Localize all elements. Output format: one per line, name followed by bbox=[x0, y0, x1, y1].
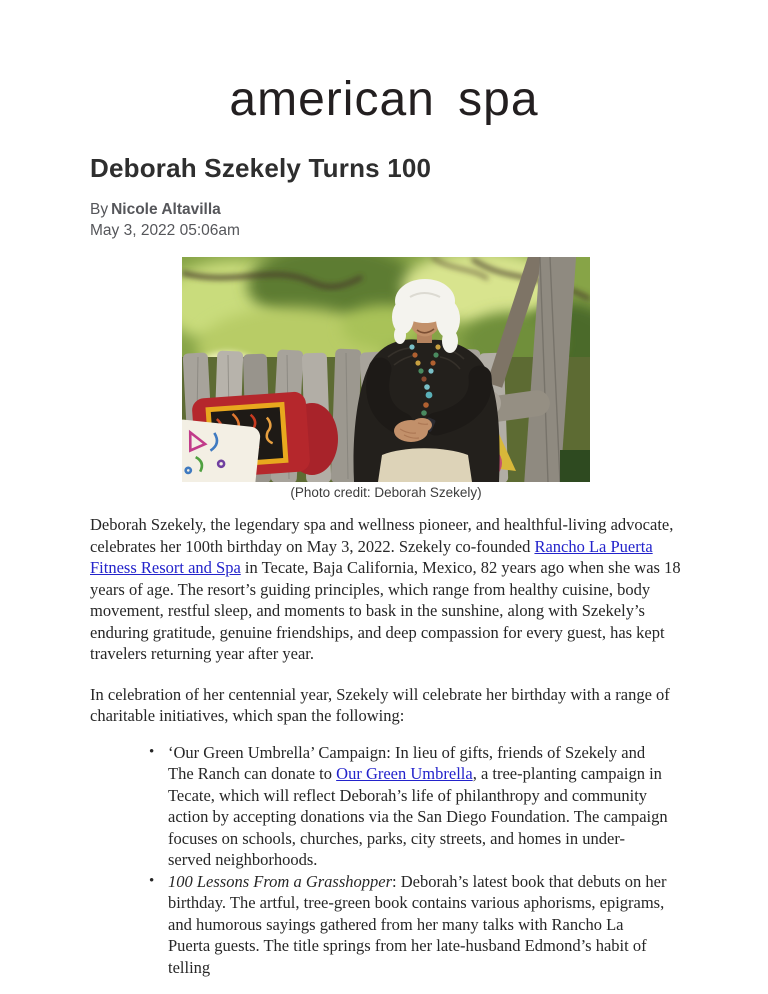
inline-link[interactable]: Our Green Umbrella bbox=[336, 764, 473, 784]
photo-caption: (Photo credit: Deborah Szekely) bbox=[290, 485, 482, 501]
article-photo-illustration bbox=[182, 257, 590, 482]
italic-title: 100 Lessons From a Grasshopper bbox=[168, 871, 392, 891]
publish-date: May 3, 2022 05:06am bbox=[90, 222, 240, 240]
body-text: in Tecate, Baja California, Mexico, 82 years ago when she was 18 years of age. The resort’s guiding principles, which range from healthy cuisine, body movement, restful sleep, and moments to bask in the sunshine, along with Szekely’s enduring gratitude, genuine friendships, and deep compassion for every guest, has kept travelers returning year after year. bbox=[90, 558, 681, 664]
body-text: , a tree-planting campaign in Tecate, which will reflect Deborah’s life of philanthropy and community action by accepting donations via the San Diego Foundation. The campaign focuses on schools, churches, parks, city streets, and homes in under-served neighborhoods. bbox=[168, 764, 668, 870]
paragraph-intro bbox=[90, 514, 682, 665]
body-text: Deborah Szekely, the legendary spa and wellness pioneer, and healthful-living advocate, celebrates her 100th birthday on May 3, 2022. Szekely co-founded bbox=[90, 515, 674, 556]
byline bbox=[90, 201, 682, 219]
byline-prefix: By bbox=[90, 201, 109, 219]
article-content bbox=[90, 154, 682, 979]
body-text: In celebration of her centennial year, Szekely will celebrate her birthday with a range of charitable initiatives, which span the following: bbox=[90, 684, 670, 726]
article-body bbox=[90, 514, 682, 978]
paragraph-celebration bbox=[90, 684, 682, 727]
article-figure bbox=[182, 257, 590, 500]
initiatives-list bbox=[90, 742, 682, 979]
list-item-book bbox=[168, 871, 668, 979]
inline-link[interactable]: Rancho La Puerta Fitness Resort and Spa bbox=[90, 536, 653, 578]
body-text: ‘Our Green Umbrella’ Campaign: In lieu of gifts, friends of Szekely and The Ranch can donate to bbox=[168, 742, 646, 784]
publication-logo: american spa bbox=[229, 73, 539, 126]
author-name: Nicole Altavilla bbox=[111, 201, 221, 219]
body-text: : Deborah’s latest book that debuts on her birthday. The artful, tree-green book contains various aphorisms, epigrams, and humorous sayings gathered from her many talks with Rancho La Puerta guests. The title springs from her late-husband Edmond’s habit of telling bbox=[168, 871, 667, 977]
article-headline: Deborah Szekely Turns 100 bbox=[90, 152, 432, 183]
list-item-green-umbrella bbox=[168, 742, 668, 871]
masthead bbox=[0, 0, 768, 127]
pillows bbox=[182, 392, 338, 483]
